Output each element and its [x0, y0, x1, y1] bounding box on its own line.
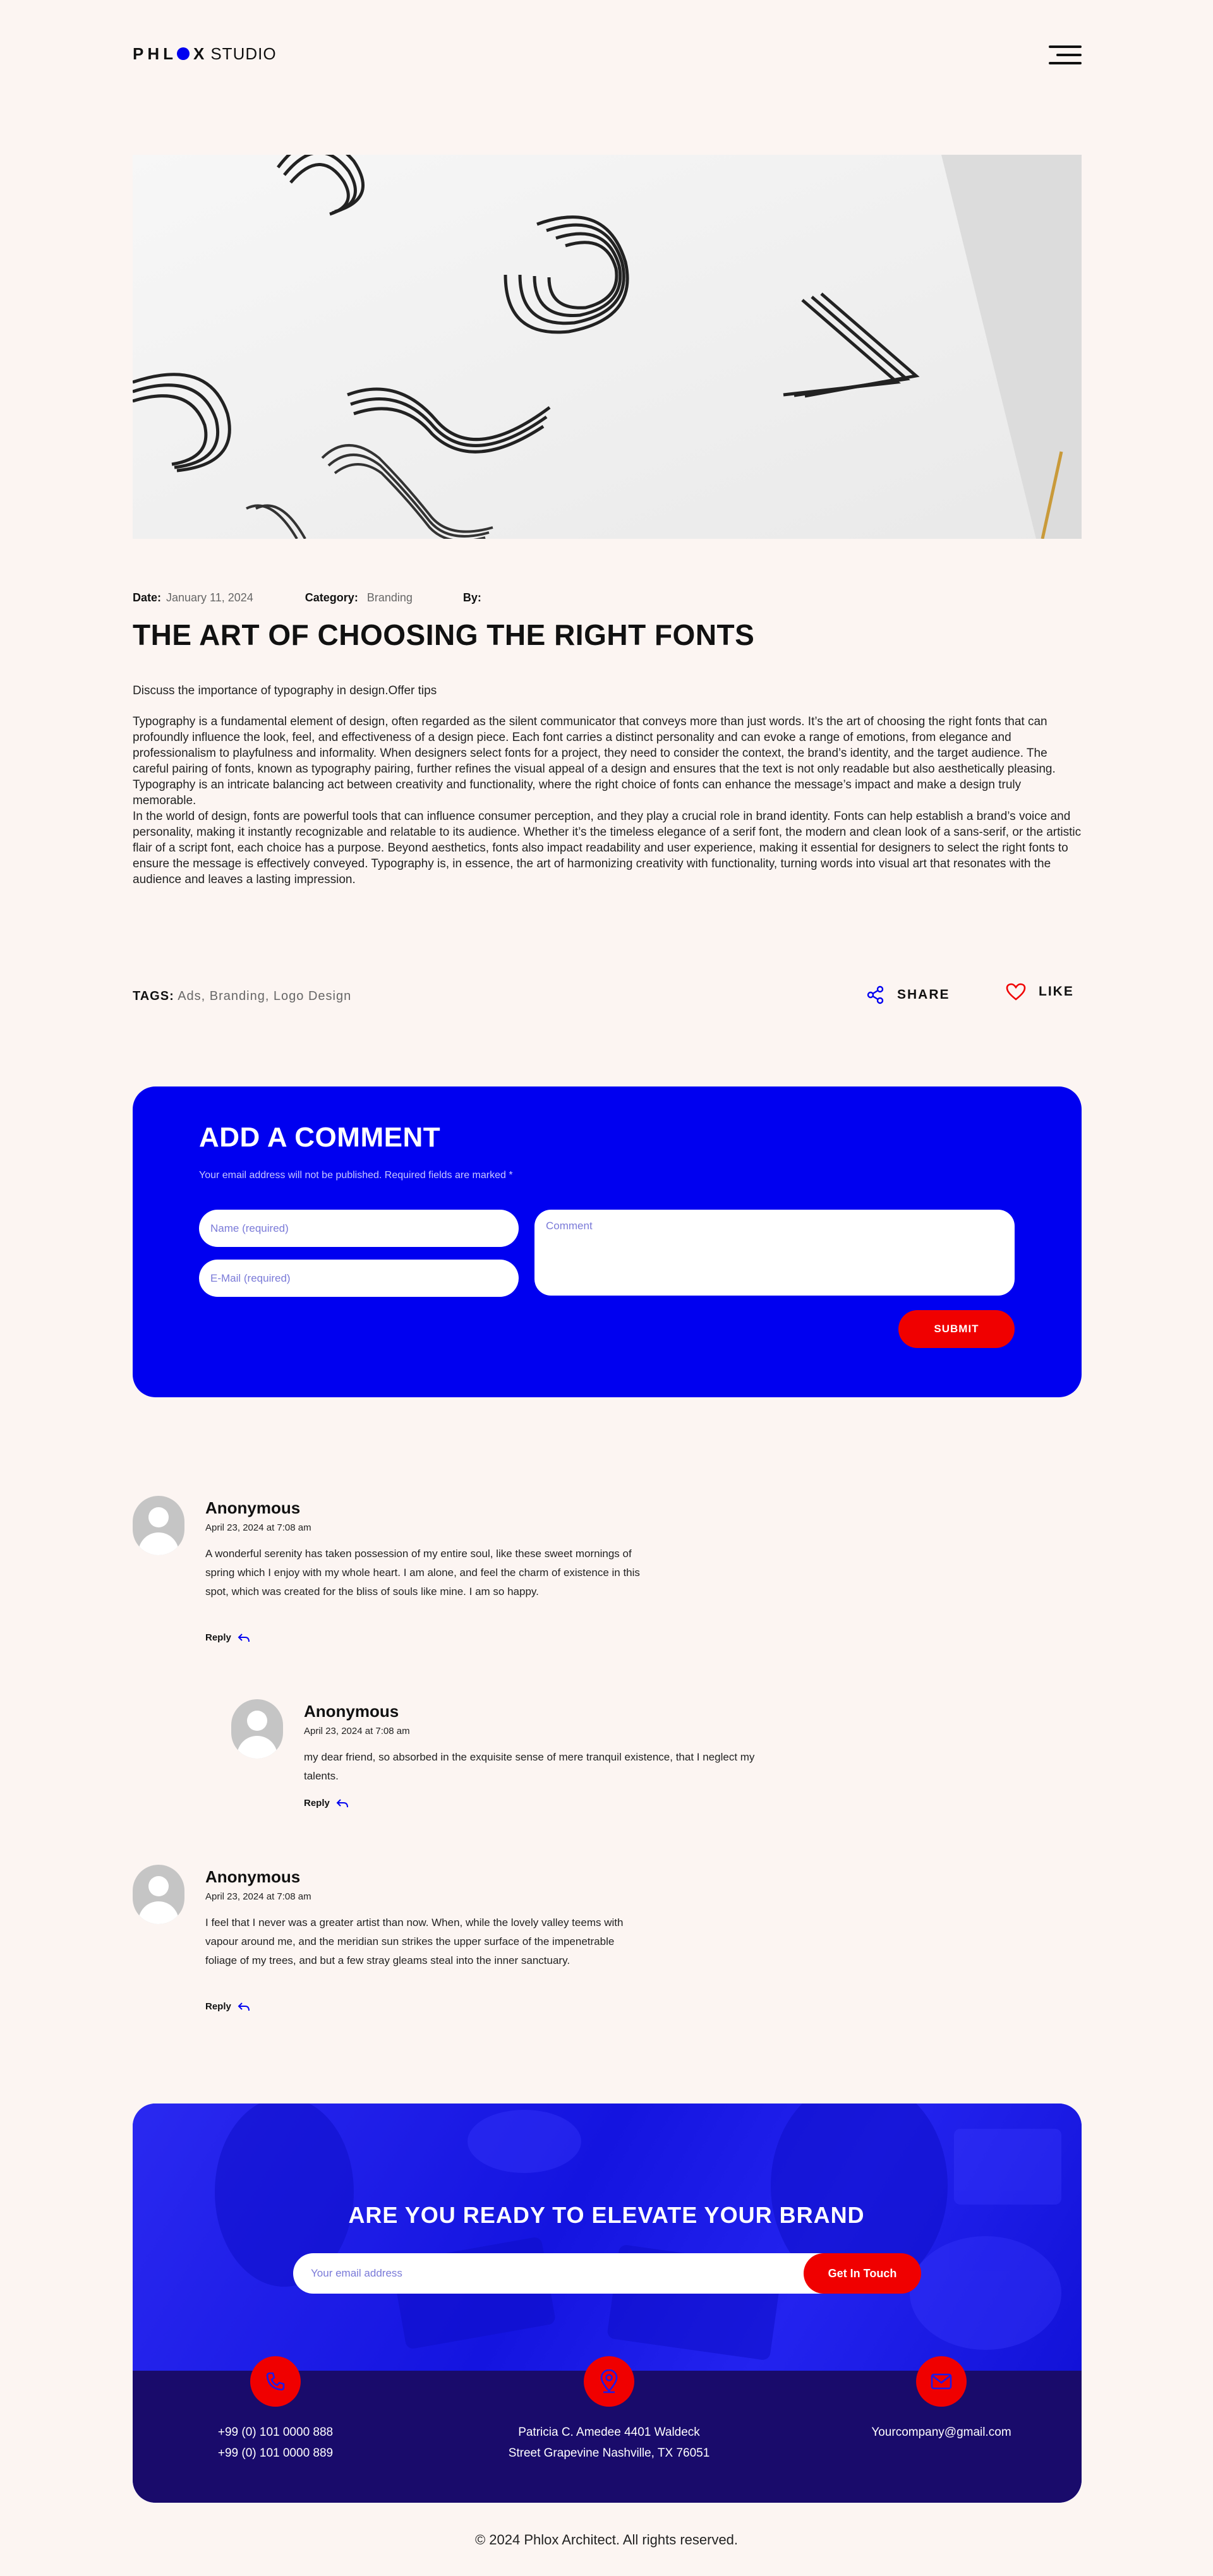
author-meta	[463, 591, 481, 605]
category-label: Category:	[305, 591, 358, 604]
tags-list[interactable]: Ads, Branding, Logo Design	[178, 989, 352, 1003]
post-meta	[133, 591, 481, 605]
phone-info	[118, 2422, 433, 2464]
comment-form-note: Your email address will not be published. Required fields are marked *	[199, 1170, 513, 1181]
tags-label: TAGS:	[133, 989, 174, 1003]
location-pin-icon	[584, 2356, 634, 2407]
phone-number[interactable]: +99 (0) 101 0000 889	[217, 2447, 334, 2460]
cta-team-photo-overlay	[133, 2104, 1082, 2371]
date-label: Date:	[133, 591, 162, 604]
reply-label: Reply	[205, 1632, 231, 1643]
email-info	[783, 2422, 1099, 2443]
post-body	[133, 714, 1082, 888]
comment-author: Anonymous	[205, 1498, 301, 1517]
post-title: THE ART OF CHOOSING THE RIGHT FONTS	[133, 618, 755, 651]
comment-form-title: ADD A COMMENT	[199, 1122, 441, 1153]
reply-arrow-icon	[336, 1798, 349, 1809]
reply-link[interactable]	[205, 1632, 250, 1643]
comment-date: April 23, 2024 at 7:08 am	[205, 1891, 311, 1902]
address-line: Patricia C. Amedee 4401 Waldeck	[518, 2426, 700, 2439]
comment-date: April 23, 2024 at 7:08 am	[304, 1726, 410, 1736]
reply-label: Reply	[205, 2001, 231, 2012]
hamburger-menu-icon[interactable]	[1049, 44, 1082, 66]
like-label: LIKE	[1039, 984, 1074, 999]
avatar	[133, 1496, 184, 1555]
post-tags	[133, 989, 351, 1004]
site-logo[interactable]	[133, 44, 277, 63]
reply-link[interactable]	[304, 1798, 349, 1809]
comment-date: April 23, 2024 at 7:08 am	[205, 1522, 311, 1533]
contact-email[interactable]: Yourcompany@gmail.com	[871, 2426, 1011, 2439]
cta-background-image	[133, 2104, 1082, 2371]
reply-arrow-icon	[238, 2002, 250, 2012]
cta-title: ARE YOU READY TO ELEVATE YOUR BRAND	[348, 2202, 865, 2228]
address-info	[451, 2422, 767, 2464]
address-line: Street Grapevine Nashville, TX 76051	[508, 2447, 710, 2460]
category-meta	[305, 591, 413, 605]
reply-arrow-icon	[238, 1633, 250, 1643]
avatar	[231, 1699, 283, 1759]
post-paragraph: Typography is a fundamental element of design, often regarded as the silent communicator that conveys more than just words. It’s the art of choosing the right fonts that can profoundly influence the look, feel, and effectiveness of a design piece. Each font carries a distinct personality and can evoke a range of emotions, from elegance and professionalism to playfulness and informality. When designers select fonts for a project, they need to consider the context, the brand’s identity, and the target audience. The careful pairing of fonts, known as typography pairing, further refines the visual appeal of a design and ensures that the text is not only readable but also aesthetically pleasing. Typography is an intricate balancing act between creativity and functionality, where the right choice of fonts can enhance the message’s impact and make a design truly memorable.	[133, 715, 1056, 807]
share-icon	[867, 985, 884, 1004]
comment-author: Anonymous	[304, 1702, 399, 1721]
logo-text-studio: STUDIO	[210, 44, 277, 63]
submit-button[interactable]: SUBMIT	[898, 1310, 1015, 1348]
comment-field[interactable]	[534, 1210, 1015, 1296]
category-value[interactable]: Branding	[366, 591, 413, 604]
mail-icon	[916, 2356, 967, 2407]
date-value: January 11, 2024	[166, 591, 253, 604]
like-button[interactable]	[1006, 983, 1074, 1001]
comment-text: my dear friend, so absorbed in the exquisite sense of mere tranquil existence, that I neglect my talents.	[304, 1751, 755, 1782]
reply-link[interactable]	[205, 2001, 250, 2012]
heart-icon	[1006, 983, 1026, 1001]
phone-number[interactable]: +99 (0) 101 0000 888	[217, 2426, 334, 2439]
by-label: By:	[462, 591, 481, 604]
hero-image	[133, 155, 1082, 539]
avatar	[133, 1865, 184, 1924]
phone-icon	[250, 2356, 301, 2407]
newsletter-email-input[interactable]	[293, 2253, 874, 2294]
comment-author: Anonymous	[205, 1867, 301, 1886]
post-paragraph: In the world of design, fonts are powerful tools that can influence consumer perception, and they play a crucial role in brand identity. Fonts can help establish a brand’s voice and personality, making it instantly recognizable and relatable to its audience. Whether it’s the timeless elegance of a serif font, the modern and clean look of a sans-serif, or the artistic flair of a script font, each choice has a purpose. Beyond aesthetics, fonts also impact readability and user experience, making it essential for designers to select the right fonts to ensure the message is effectively conveyed. Typography is, in essence, the art of harmonizing creativity with functionality, turning words into visual art that resonates with the audience and leaves a lasting impression.	[133, 810, 1082, 886]
share-button[interactable]	[867, 985, 950, 1004]
date-meta	[133, 591, 253, 605]
email-field[interactable]	[199, 1260, 519, 1297]
comment-text: I feel that I never was a greater artist than now. When, while the lovely valley teems with vapour around me, and the meridian sun strikes the upper surface of the impenetrable foliage of my trees, and but a few stray gleams steal into the inner sanctuary.	[205, 1917, 624, 1966]
share-label: SHARE	[897, 987, 950, 1002]
copyright: © 2024 Phlox Architect. All rights reserved.	[474, 2532, 739, 2548]
typography-numbers-illustration	[133, 155, 1082, 539]
logo-dot-icon	[177, 47, 190, 60]
logo-text-phl: PHL	[133, 44, 177, 63]
post-lead: Discuss the importance of typography in design.Offer tips	[133, 684, 437, 697]
reply-label: Reply	[304, 1798, 330, 1809]
comment-text: A wonderful serenity has taken possession of my entire soul, like these sweet mornings of spring which I enjoy with my whole heart. I am alone, and feel the charm of existence in this spot, which was created for the bliss of souls like mine. I am so happy.	[205, 1548, 640, 1598]
name-field[interactable]	[199, 1210, 519, 1247]
get-in-touch-button[interactable]: Get In Touch	[804, 2253, 921, 2294]
logo-text-x: X	[193, 44, 208, 63]
